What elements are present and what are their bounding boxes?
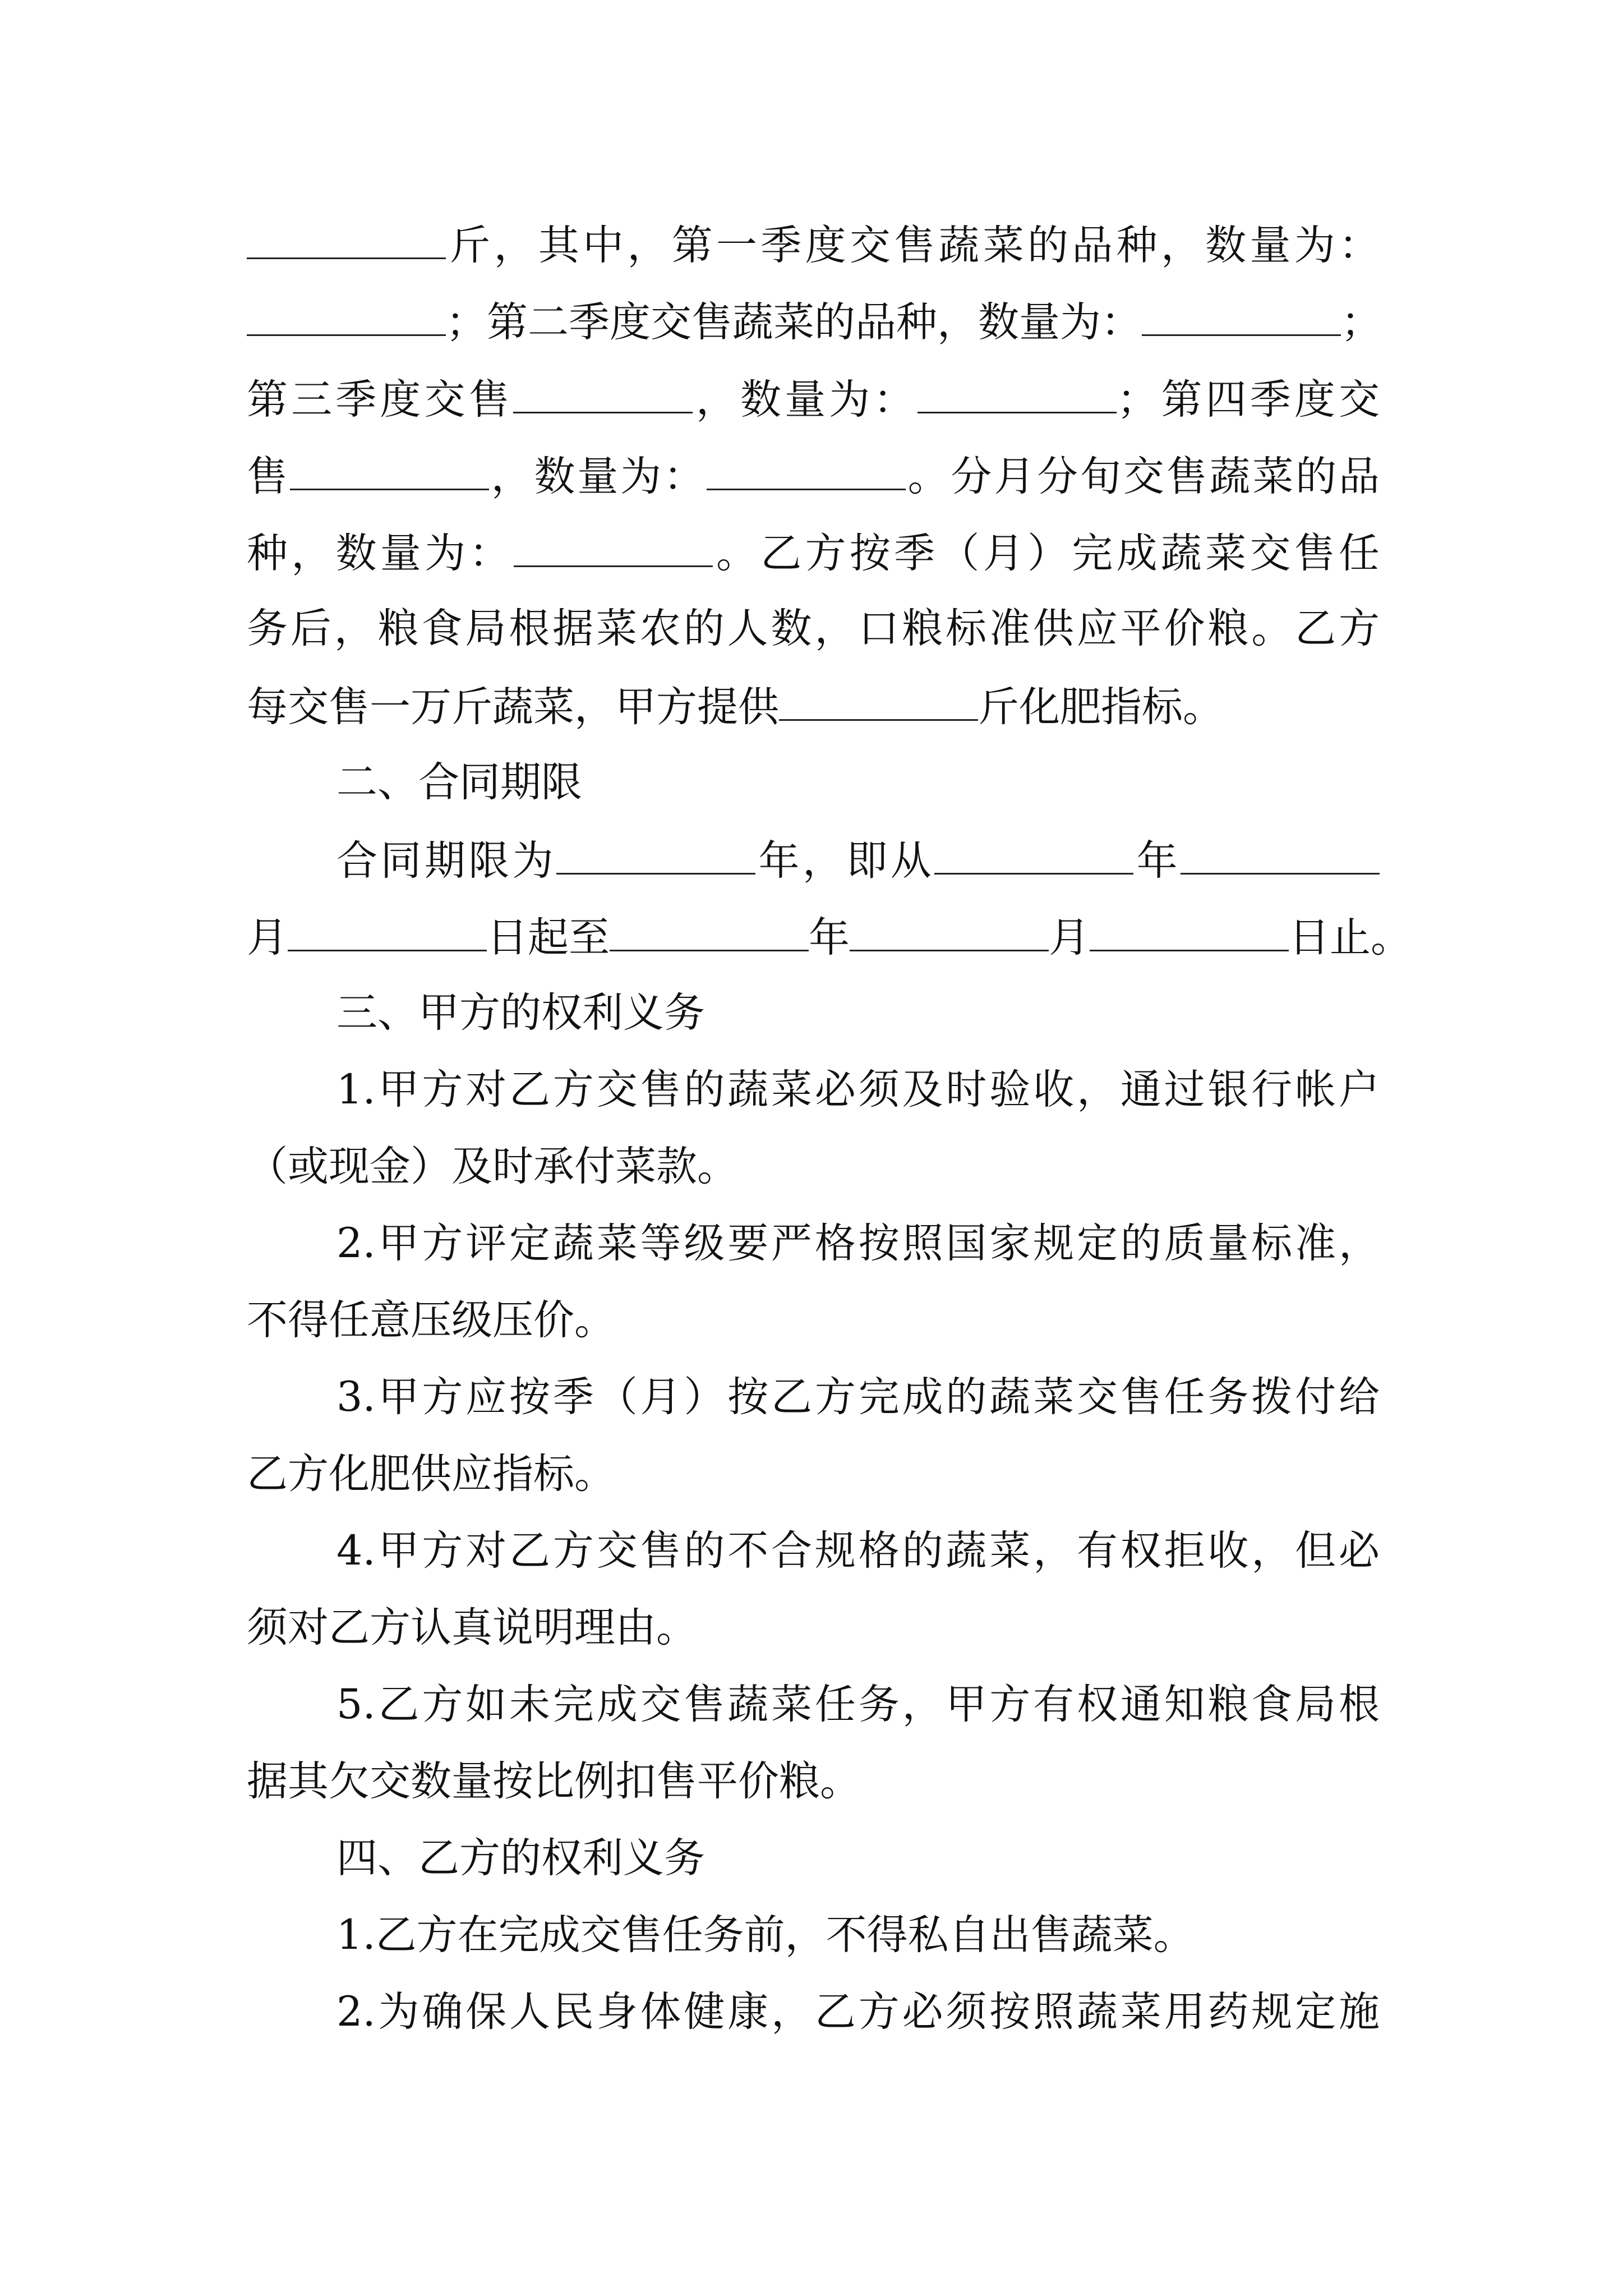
- text-segment: 年: [1133, 837, 1181, 885]
- section-heading: [336, 985, 1380, 1041]
- text-segment: ；第二季度交售蔬菜的品种，数量为：: [446, 298, 1142, 346]
- text-segment: 2.为确保人民身体健康，乙方必须按照蔬菜用药规定施: [336, 1988, 1380, 2036]
- text-line: [247, 1139, 1380, 1195]
- fill-in-blank: [917, 370, 1117, 413]
- text-segment: 不得任意压级压价。: [247, 1296, 615, 1344]
- fill-in-blank: [1090, 908, 1289, 951]
- text-line: [247, 447, 1380, 503]
- text-segment: 。分月分旬交售蔬菜的品: [905, 453, 1380, 500]
- text-line: [247, 524, 1380, 580]
- text-segment: 三、甲方的权利义务: [336, 989, 705, 1037]
- text-segment: 四、乙方的权利义务: [336, 1834, 705, 1882]
- fill-in-blank: [610, 908, 809, 951]
- text-segment: 须对乙方认真说明理由。: [247, 1604, 697, 1651]
- text-line: [247, 1754, 1380, 1810]
- text-line: [247, 601, 1380, 657]
- fill-in-blank: [290, 447, 489, 490]
- text-segment: 斤，其中，第一季度交售蔬菜的品种，数量为：: [446, 222, 1380, 269]
- fill-in-blank: [779, 678, 978, 721]
- text-segment: ，数量为：: [488, 453, 707, 500]
- text-segment: 5.乙方如未完成交售蔬菜任务，甲方有权通知粮食局根: [336, 1681, 1380, 1728]
- text-line: [247, 1292, 1380, 1349]
- section-heading: [336, 754, 1380, 811]
- text-line: [336, 1369, 1380, 1425]
- text-segment: 1.乙方在完成交售任务前，不得私自出售蔬菜。: [336, 1911, 1195, 1959]
- fill-in-blank: [934, 831, 1133, 875]
- text-segment: 日起至: [487, 914, 610, 961]
- text-segment: （或现金）及时承付菜款。: [247, 1143, 738, 1190]
- text-line: [247, 216, 1380, 272]
- fill-in-blank: [1142, 293, 1341, 336]
- text-segment: 1.甲方对乙方交售的蔬菜必须及时验收，通过银行帐户: [336, 1066, 1380, 1114]
- fill-in-blank: [288, 908, 487, 951]
- text-segment: 乙方化肥供应指标。: [247, 1450, 615, 1498]
- text-segment: 每交售一万斤蔬菜，甲方提供: [247, 683, 779, 731]
- text-line: [336, 1523, 1380, 1579]
- text-line: [336, 1677, 1380, 1733]
- text-line: [247, 1446, 1380, 1502]
- fill-in-blank: [513, 370, 693, 413]
- text-segment: 第三季度交售: [247, 376, 513, 424]
- fill-in-blank: [247, 293, 446, 336]
- text-segment: ；第四季度交: [1117, 376, 1380, 424]
- fill-in-blank: [707, 447, 906, 490]
- fill-in-blank: [1181, 831, 1380, 875]
- text-segment: 4.甲方对乙方交售的不合规格的蔬菜，有权拒收，但必: [336, 1527, 1380, 1575]
- text-segment: 种，数量为：: [247, 530, 514, 577]
- text-segment: 年: [809, 914, 850, 961]
- text-line: [336, 1984, 1380, 2040]
- text-segment: 月: [247, 914, 288, 961]
- fill-in-blank: [247, 216, 446, 259]
- text-segment: 2.甲方评定蔬菜等级要严格按照国家规定的质量标准，: [336, 1220, 1380, 1267]
- text-segment: 。乙方按季（月）完成蔬菜交售任: [712, 530, 1380, 577]
- text-segment: 合同期限为: [336, 837, 557, 885]
- text-segment: ，数量为：: [692, 376, 918, 424]
- text-line: [336, 1216, 1380, 1272]
- text-segment: 月: [1049, 914, 1090, 961]
- text-line: [247, 370, 1380, 426]
- text-segment: 日止。: [1289, 914, 1412, 961]
- text-line: [336, 1907, 1380, 1963]
- section-heading: [336, 1830, 1380, 1887]
- text-segment: 二、合同期限: [336, 758, 582, 806]
- text-line: [336, 831, 1380, 887]
- fill-in-blank: [556, 831, 755, 875]
- text-segment: 3.甲方应按季（月）按乙方完成的蔬菜交售任务拨付给: [336, 1373, 1380, 1421]
- text-line: [247, 678, 1380, 734]
- text-segment: 年，即从: [755, 837, 935, 885]
- fill-in-blank: [514, 524, 713, 567]
- text-line: [247, 908, 1412, 964]
- text-segment: 售: [247, 453, 290, 500]
- text-line: [247, 293, 1380, 349]
- text-segment: 据其欠交数量按比例扣售平价粮。: [247, 1757, 861, 1805]
- text-line: [247, 1600, 1380, 1656]
- fill-in-blank: [850, 908, 1049, 951]
- text-segment: 斤化肥指标。: [978, 683, 1224, 731]
- text-segment: ；: [1341, 298, 1382, 346]
- text-segment: 务后，粮食局根据菜农的人数，口粮标准供应平价粮。乙方: [247, 605, 1380, 652]
- text-line: [336, 1062, 1380, 1118]
